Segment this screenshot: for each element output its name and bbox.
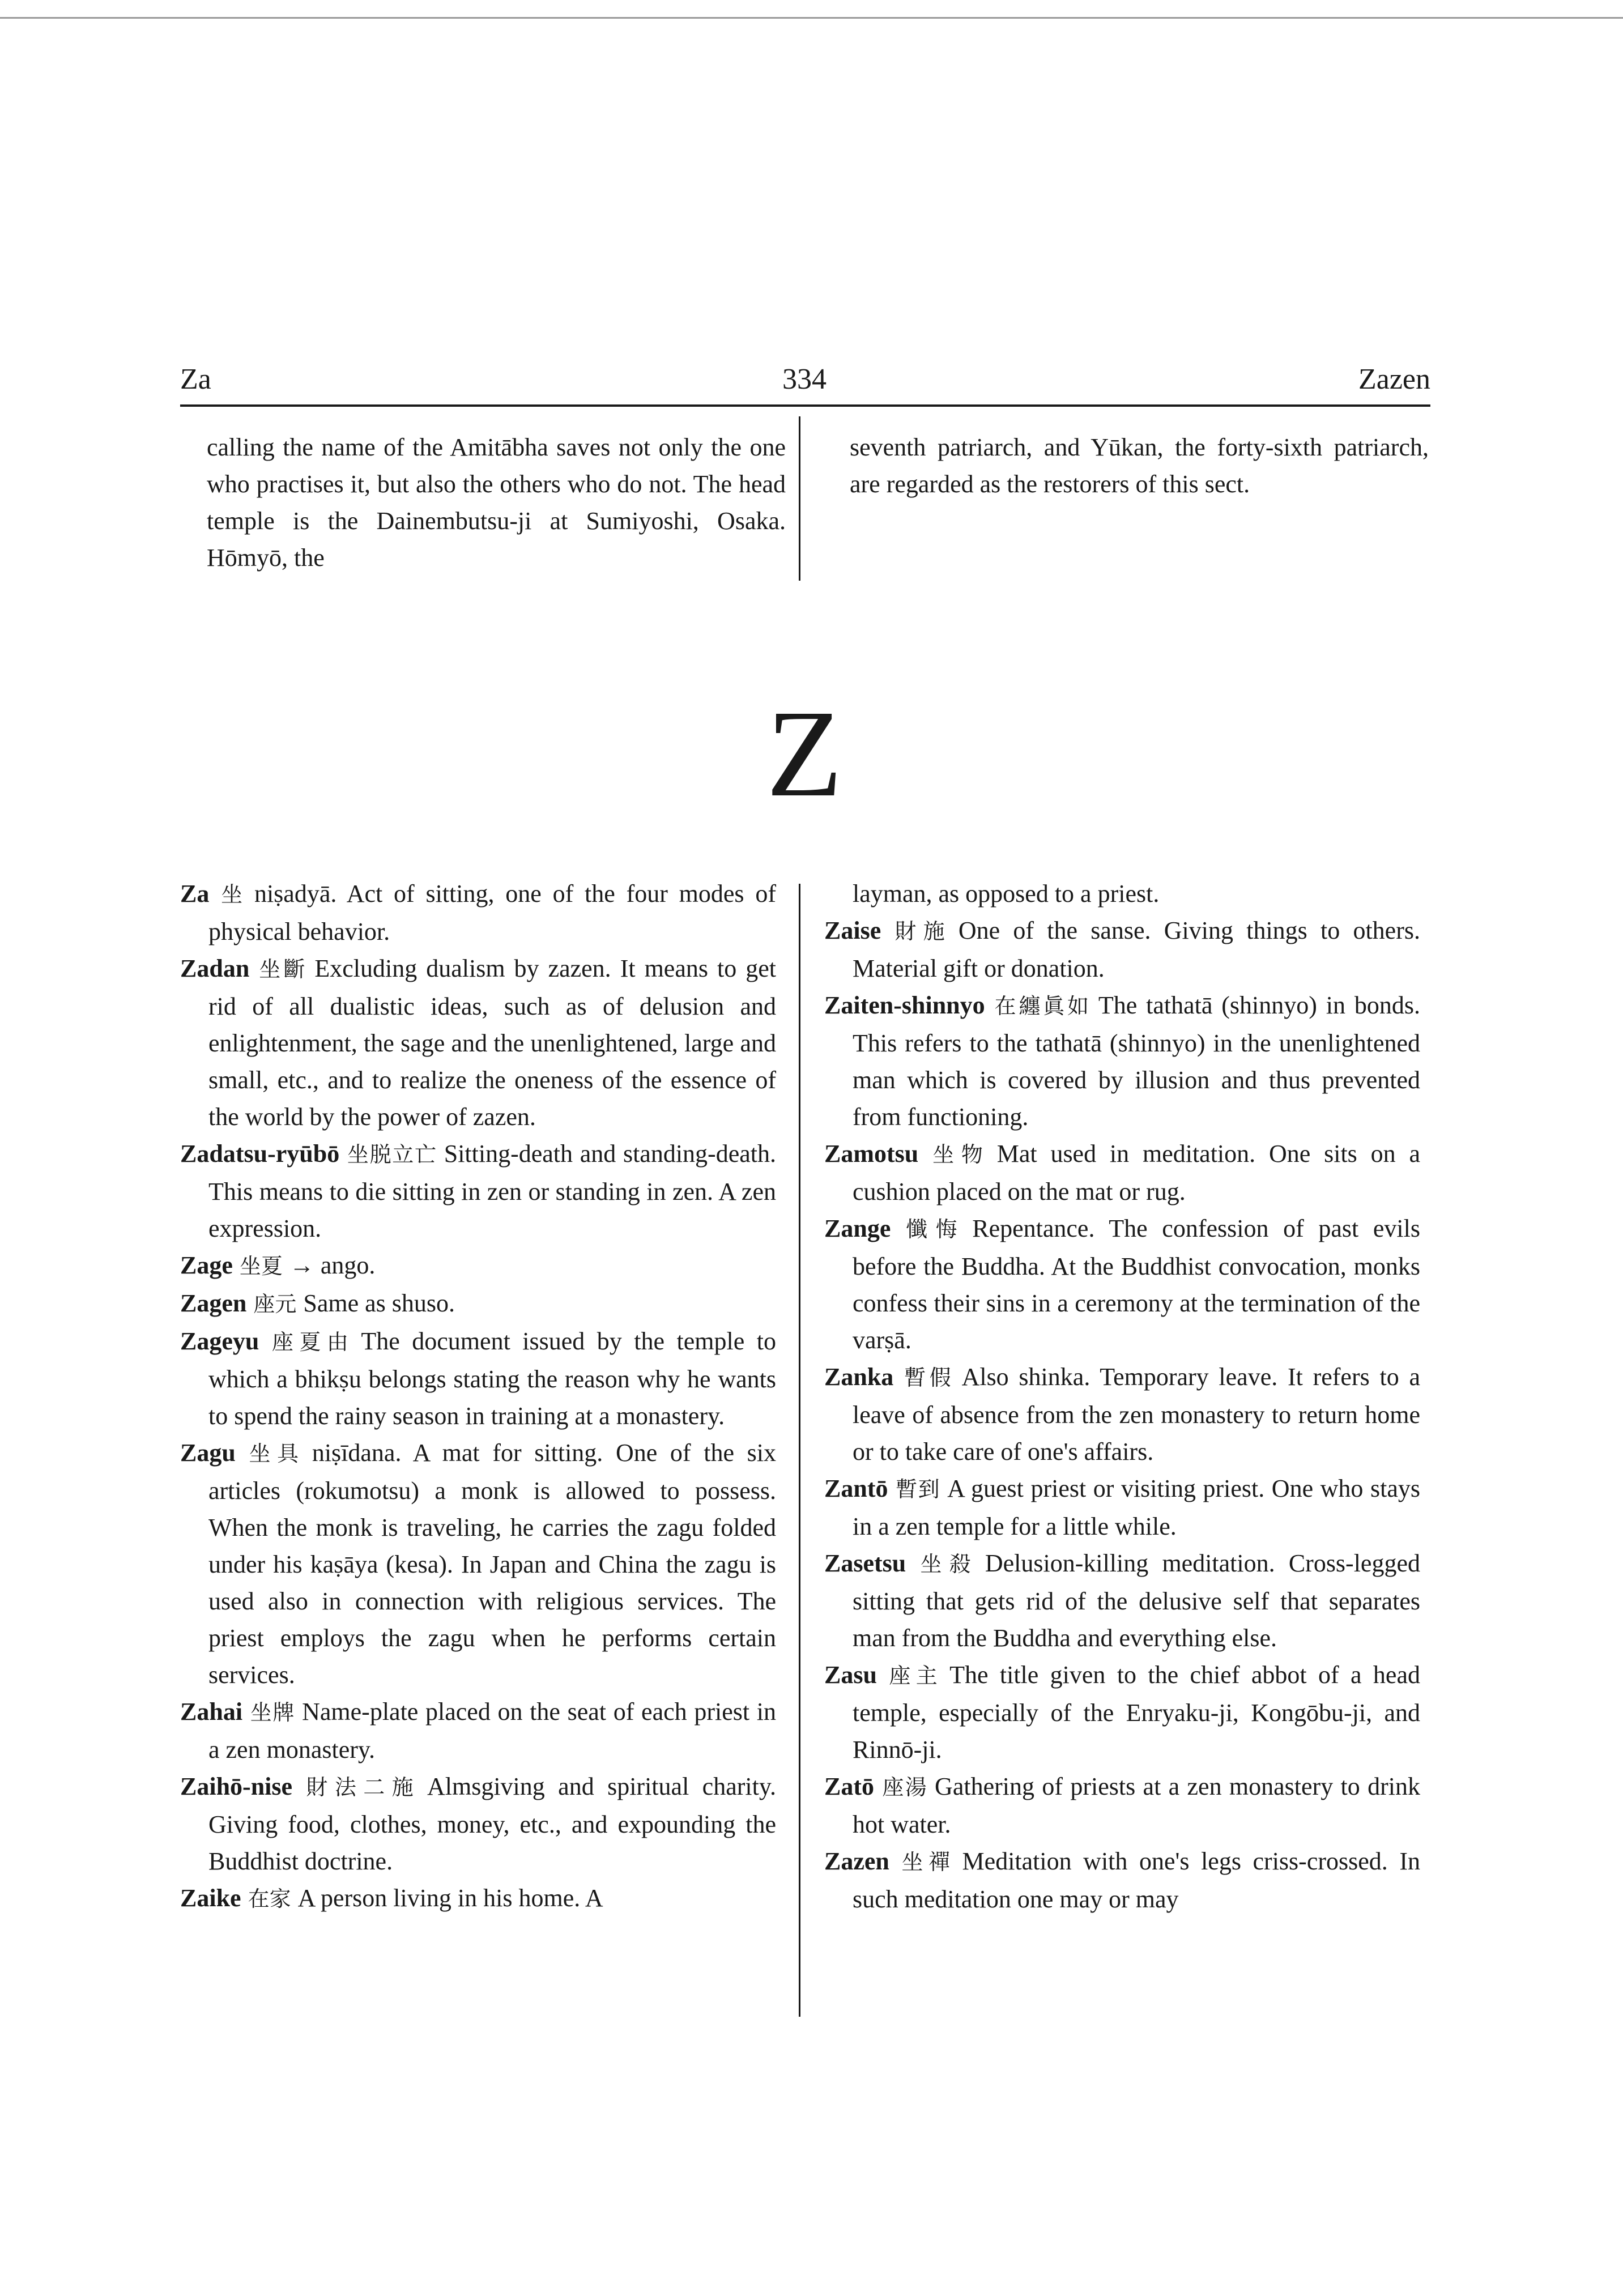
entry-term: Zadatsu-ryūbō xyxy=(180,1140,340,1168)
scan-edge-line xyxy=(0,17,1623,19)
page-number: 334 xyxy=(782,363,827,395)
entry-term: Zageyu xyxy=(180,1327,259,1355)
entry-definition: The tathatā (shinnyo) in bonds. This refers to the tathatā (shinnyo) in the unenlightened man which is covered by illusion and thus prevented from functioning. xyxy=(853,991,1420,1131)
dictionary-entry xyxy=(824,987,1420,1135)
entry-definition: A guest priest or visiting priest. One who stays in a zen temple for a little while. xyxy=(853,1475,1420,1540)
entry-definition: The document issued by the temple to which a bhikṣu belongs stating the reason why he wants to spend the rainy season in training at a monastery. xyxy=(208,1327,776,1430)
entry-kanji: 坐禪 xyxy=(896,1850,956,1875)
entry-kanji: 坐物 xyxy=(925,1142,990,1167)
top-continuation-left: calling the name of the Amitābha saves not only the one who practises it, but also the others who do not. The head temple is the Dainembutsu-ji at Sumiyoshi, Osaka. Hōmyō, the xyxy=(207,433,786,572)
entry-term: Zasetsu xyxy=(824,1549,906,1577)
entry-definition: Repentance. The confession of past evils before the Buddha. At the Buddhist convocation, monks confess their sins in a ceremony at the termination of the varṣā. xyxy=(853,1215,1420,1354)
running-head-left: Za xyxy=(180,363,211,395)
entry-term: Zaike xyxy=(180,1884,241,1912)
entry-term: Zaihō-nise xyxy=(180,1773,293,1800)
entry-kanji: 財法二施 xyxy=(299,1775,420,1800)
entry-term: Zantō xyxy=(824,1475,888,1502)
dictionary-entry xyxy=(824,1656,1420,1768)
dictionary-entry xyxy=(180,1285,776,1323)
entry-kanji: 座夏由 xyxy=(266,1330,355,1354)
column-divider-top xyxy=(799,416,800,581)
dictionary-entry xyxy=(824,912,1420,987)
entry-term: Zange xyxy=(824,1215,891,1242)
entry-definition: Also shinka. Temporary leave. It refers to a leave of absence from the zen monastery to return home or to take care of one's affairs. xyxy=(853,1363,1420,1466)
dictionary-entry xyxy=(180,1247,776,1285)
entry-definition: The title given to the chief abbot of a head temple, especially of the Enryaku-ji, Kongōbu-ji, and Rinnō-ji. xyxy=(853,1661,1420,1763)
entry-definition: Same as shuso. xyxy=(303,1289,455,1317)
entry-kanji: 座主 xyxy=(883,1663,943,1688)
entry-kanji: 座湯 xyxy=(881,1775,928,1800)
entry-definition: Gathering of priests at a zen monastery to drink hot water. xyxy=(853,1773,1420,1838)
entry-definition: → ango. xyxy=(289,1251,376,1279)
entry-kanji: 坐 xyxy=(216,882,248,907)
entry-kanji: 坐殺 xyxy=(913,1552,978,1577)
entry-term: Zahai xyxy=(180,1698,243,1726)
dictionary-entry xyxy=(824,1135,1420,1210)
entry-term: Zatō xyxy=(824,1773,874,1800)
entry-term: Zaiten-shinnyo xyxy=(824,991,985,1019)
entry-definition: One of the sanse. Giving things to others. Material gift or donation. xyxy=(853,917,1420,982)
entry-kanji: 在纏眞如 xyxy=(991,994,1092,1019)
dictionary-entry xyxy=(180,950,776,1135)
entry-definition: Mat used in meditation. One sits on a cushion placed on the mat or rug. xyxy=(853,1140,1420,1205)
dictionary-entry xyxy=(180,1768,776,1880)
entry-kanji: 懺悔 xyxy=(897,1217,966,1242)
entry-term: Za xyxy=(180,880,210,908)
entry-term: Zage xyxy=(180,1251,233,1279)
entries-right-column xyxy=(824,875,1420,1918)
entry-term: Zasu xyxy=(824,1661,877,1689)
dictionary-entry xyxy=(180,1434,776,1693)
dictionary-entry xyxy=(180,1880,776,1918)
entry-term: Zanka xyxy=(824,1363,894,1391)
entry-kanji: 暫假 xyxy=(900,1365,955,1390)
dictionary-entry xyxy=(180,1135,776,1247)
entry-definition: Meditation with one's legs criss-crossed. In such meditation one may or may xyxy=(853,1847,1420,1913)
entry-kanji: 坐夏 xyxy=(239,1254,283,1279)
entry-definition: Excluding dualism by zazen. It means to get rid of all dualistic ideas, such as of delusion and enlightenment, the sage and the unenlightened, large and small, etc., and to realize the oneness of the essence of the world by the power of zazen. xyxy=(208,955,776,1131)
entry-definition: A person living in his home. A xyxy=(297,1884,603,1912)
dictionary-entry xyxy=(180,1693,776,1768)
running-head-right: Zazen xyxy=(1358,363,1430,395)
entry-kanji: 坐具 xyxy=(242,1441,305,1466)
dictionary-entry xyxy=(180,1323,776,1434)
entry-kanji: 座元 xyxy=(253,1292,297,1317)
header-rule xyxy=(180,404,1430,407)
entry-kanji: 在家 xyxy=(248,1886,291,1911)
entry-kanji: 坐牌 xyxy=(249,1700,296,1725)
dictionary-entry xyxy=(180,875,776,950)
dictionary-entry xyxy=(824,1843,1420,1918)
entry-term: Zaise xyxy=(824,917,881,944)
entry-definition: Name-plate placed on the seat of each priest in a zen monastery. xyxy=(208,1698,776,1763)
entry-kanji: 坐脱立亡 xyxy=(346,1142,437,1167)
column-divider-main xyxy=(799,884,800,2017)
top-continuation-right: seventh patriarch, and Yūkan, the forty-sixth patriarch, are regarded as the restorers of this sect. xyxy=(850,433,1429,498)
entry-definition: niṣadyā. Act of sitting, one of the four modes of physical behavior. xyxy=(208,880,776,945)
entry-kanji: 暫到 xyxy=(894,1477,941,1502)
entry-continuation: layman, as opposed to a priest. xyxy=(853,880,1160,908)
entry-term: Zagu xyxy=(180,1439,236,1467)
entry-kanji: 坐斷 xyxy=(256,957,308,982)
entry-term: Zamotsu xyxy=(824,1140,919,1168)
dictionary-entry xyxy=(824,1210,1420,1358)
section-letter: Z xyxy=(766,684,843,823)
entry-definition: niṣīdana. A mat for sitting. One of the six articles (rokumotsu) a monk is allowed to possess. When the monk is traveling, he carries the zagu folded under his kaṣāya (kesa). In Japan and China the zagu is used also in connection with religious services. The priest employs the zagu when he performs certain services. xyxy=(208,1439,776,1689)
entry-definition: Almsgiving and spiritual charity. Giving food, clothes, money, etc., and expounding the Buddhist doctrine. xyxy=(208,1773,776,1875)
entry-definition: Delusion-killing meditation. Cross-legged sitting that gets rid of the delusive self that separates man from the Buddha and everything else. xyxy=(853,1549,1420,1652)
entry-kanji: 財施 xyxy=(888,919,952,944)
dictionary-entry xyxy=(824,1358,1420,1470)
dictionary-entry xyxy=(824,1545,1420,1656)
dictionary-entry xyxy=(824,1470,1420,1545)
entries-left-column xyxy=(180,875,776,1918)
entry-definition: Sitting-death and standing-death. This means to die sitting in zen or standing in zen. A zen expression. xyxy=(208,1140,776,1242)
entry-term: Zazen xyxy=(824,1847,889,1875)
dictionary-entry xyxy=(824,1768,1420,1843)
entry-term: Zagen xyxy=(180,1289,247,1317)
entry-term: Zadan xyxy=(180,955,250,982)
